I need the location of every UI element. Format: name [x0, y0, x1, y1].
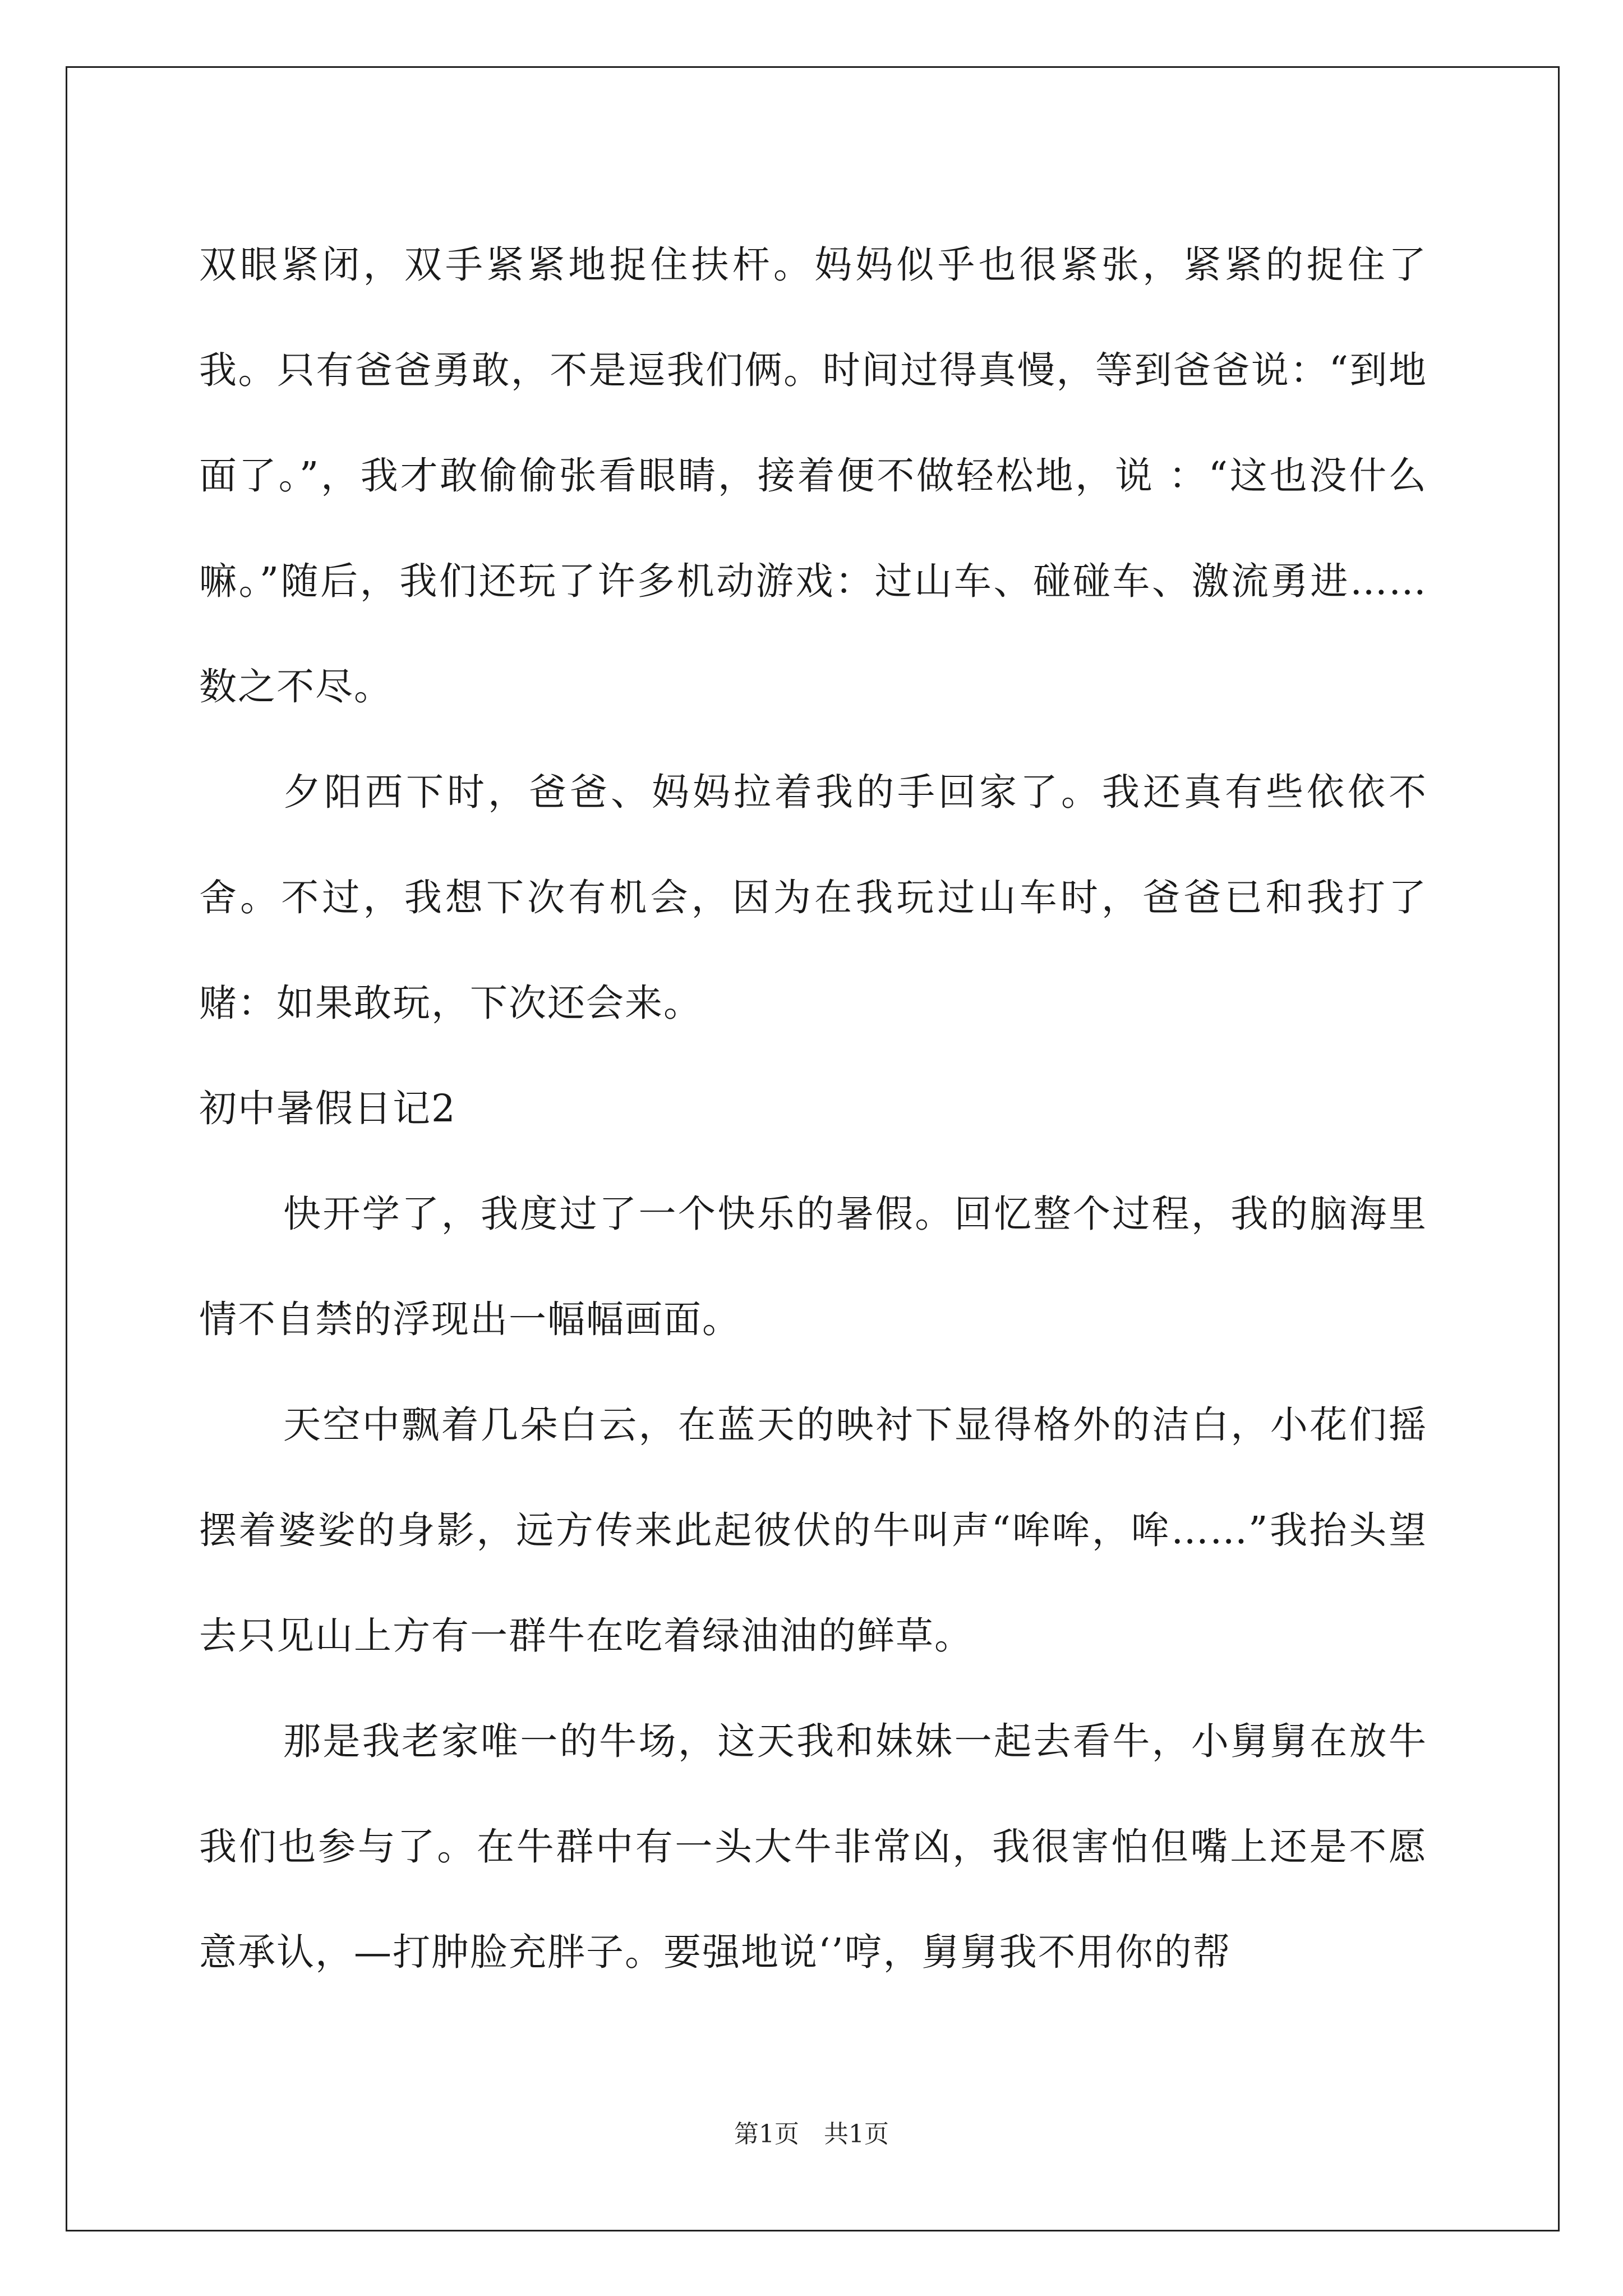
paragraph-5: 那是我老家唯一的牛场，这天我和妹妹一起去看牛，小舅舅在放牛我们也参与了。在牛群中有一头大牛非常凶，我很害怕但嘴上还是不愿意承认，—打肿脸充胖子。要强地说‘’哼，舅舅我不用你的帮 — [199, 1719, 1427, 1974]
paragraph-2: 夕阳西下时，爸爸、妈妈拉着我的手回家了。我还真有些依依不舍。不过，我想下次有机会，因为在我玩过山车时，爸爸已和我打了赌：如果敢玩，下次还会来。 — [199, 770, 1427, 1025]
paragraph-3: 快开学了，我度过了一个快乐的暑假。回忆整个过程，我的脑海里情不自禁的浮现出一幅幅画面。 — [199, 1192, 1427, 1341]
page-number-footer: 第1页 共1页 — [734, 2120, 889, 2148]
document-body — [199, 212, 1427, 2005]
paragraph-1: 双眼紧闭，双手紧紧地捉住扶杆。妈妈似乎也很紧张，紧紧的捉住了我。只有爸爸勇敢，不是逗我们俩。时间过得真慢，等到爸爸说：“到地面了。”，我才敢偷偷张看眼睛，接着便不做轻松地，说 ：“这也没什么嘛。”随后，我们还玩了许多机动游戏：过山车、碰碰车、激流勇进……数之不尽。 — [199, 243, 1427, 708]
paragraph-4: 天空中飘着几朵白云，在蓝天的映衬下显得格外的洁白，小花们摇摆着婆娑的身影，远方传来此起彼伏的牛叫声“哞哞，哞……”我抬头望去只见山上方有一群牛在吃着绿油油的鲜草。 — [199, 1403, 1427, 1658]
section-heading: 初中暑假日记2 — [199, 1087, 457, 1130]
